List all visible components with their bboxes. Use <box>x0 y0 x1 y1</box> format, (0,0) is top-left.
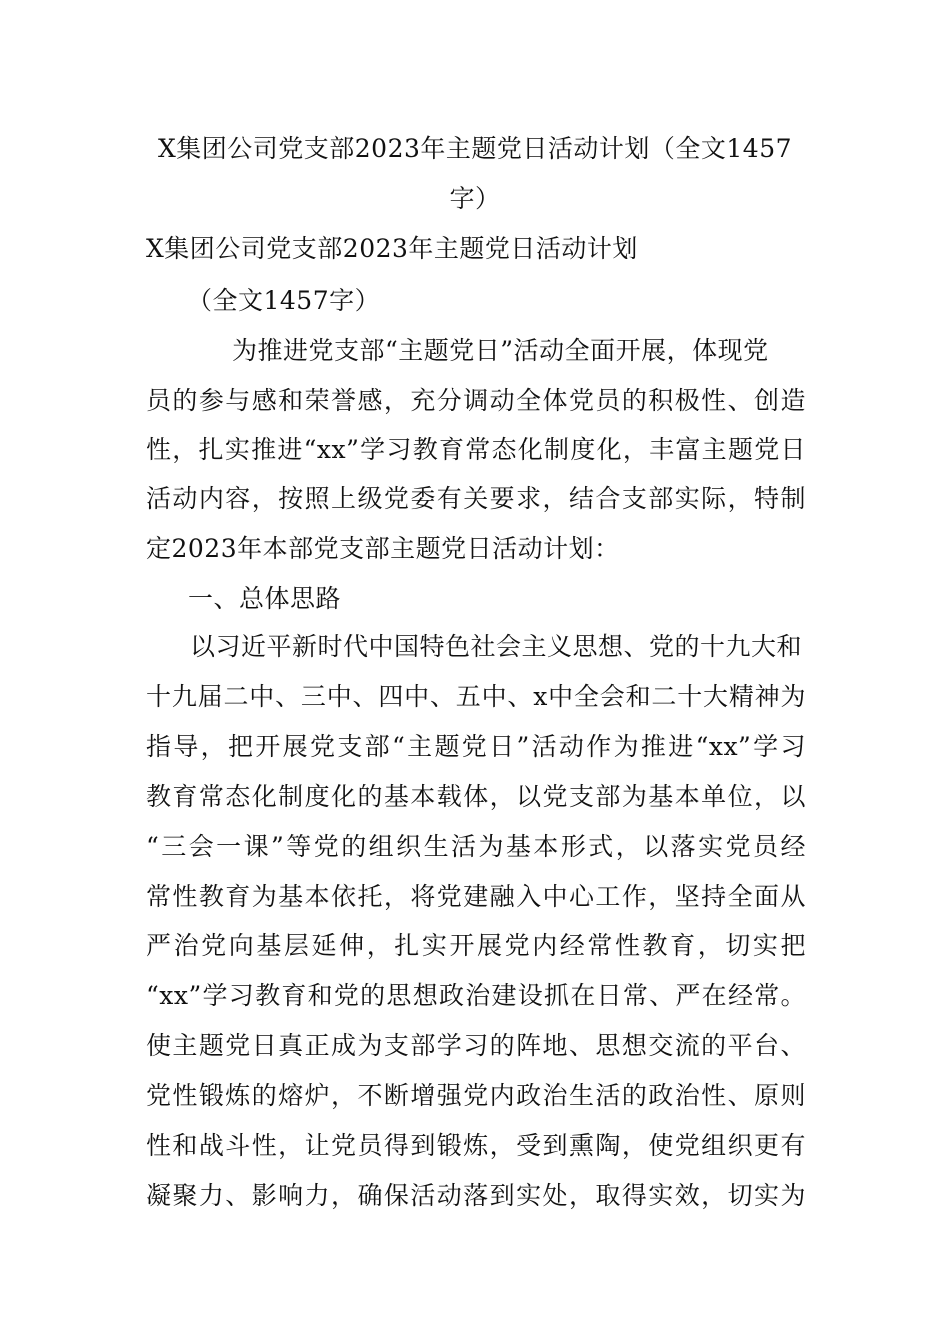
word-count: （全文1457字） <box>187 286 381 315</box>
paragraph-line-15: 使主题党日真正成为支部学习的阵地、思想交流的平台、 <box>146 1031 806 1060</box>
paragraph-line-1: 为推进党支部“主题党日”活动全面开展，体现党 <box>232 336 769 365</box>
paragraph-line-2: 员的参与感和荣誉感，充分调动全体党员的积极性、创造 <box>146 386 806 415</box>
paragraph-line-12: 常性教育为基本依托，将党建融入中心工作，坚持全面从 <box>146 882 806 911</box>
paragraph-line-11: “三会一课”等党的组织生活为基本形式，以落实党员经 <box>146 832 806 861</box>
paragraph-line-9: 指导，把开展党支部“主题党日”活动作为推进“xx”学习 <box>146 732 806 761</box>
paragraph-line-16: 党性锻炼的熔炉，不断增强党内政治生活的政治性、原则 <box>146 1081 806 1110</box>
section-heading-1: 一、总体思路 <box>188 584 342 613</box>
paragraph-line-7: 以习近平新时代中国特色社会主义思想、党的十九大和 <box>190 632 803 661</box>
document-subtitle: X集团公司党支部2023年主题党日活动计划 <box>146 234 638 263</box>
paragraph-line-3: 性，扎实推进“xx”学习教育常态化制度化，丰富主题党日 <box>146 435 806 464</box>
paragraph-line-8: 十九届二中、三中、四中、五中、x中全会和二十大精神为 <box>146 682 806 711</box>
paragraph-line-17: 性和战斗性，让党员得到锻炼，受到熏陶，使党组织更有 <box>146 1131 806 1160</box>
paragraph-line-5: 定2023年本部党支部主题党日活动计划： <box>146 534 620 563</box>
paragraph-line-10: 教育常态化制度化的基本载体，以党支部为基本单位，以 <box>146 782 806 811</box>
document-title-line-2: 字） <box>449 184 501 213</box>
paragraph-line-13: 严治党向基层延伸，扎实开展党内经常性教育，切实把 <box>146 931 806 960</box>
paragraph-line-18: 凝聚力、影响力，确保活动落到实处，取得实效，切实为 <box>146 1181 806 1210</box>
document-title-line-1: X集团公司党支部2023年主题党日活动计划（全文1457 <box>157 134 793 163</box>
paragraph-line-14: “xx”学习教育和党的思想政治建设抓在日常、严在经常。 <box>146 981 806 1010</box>
paragraph-line-4: 活动内容，按照上级党委有关要求，结合支部实际，特制 <box>146 484 806 513</box>
